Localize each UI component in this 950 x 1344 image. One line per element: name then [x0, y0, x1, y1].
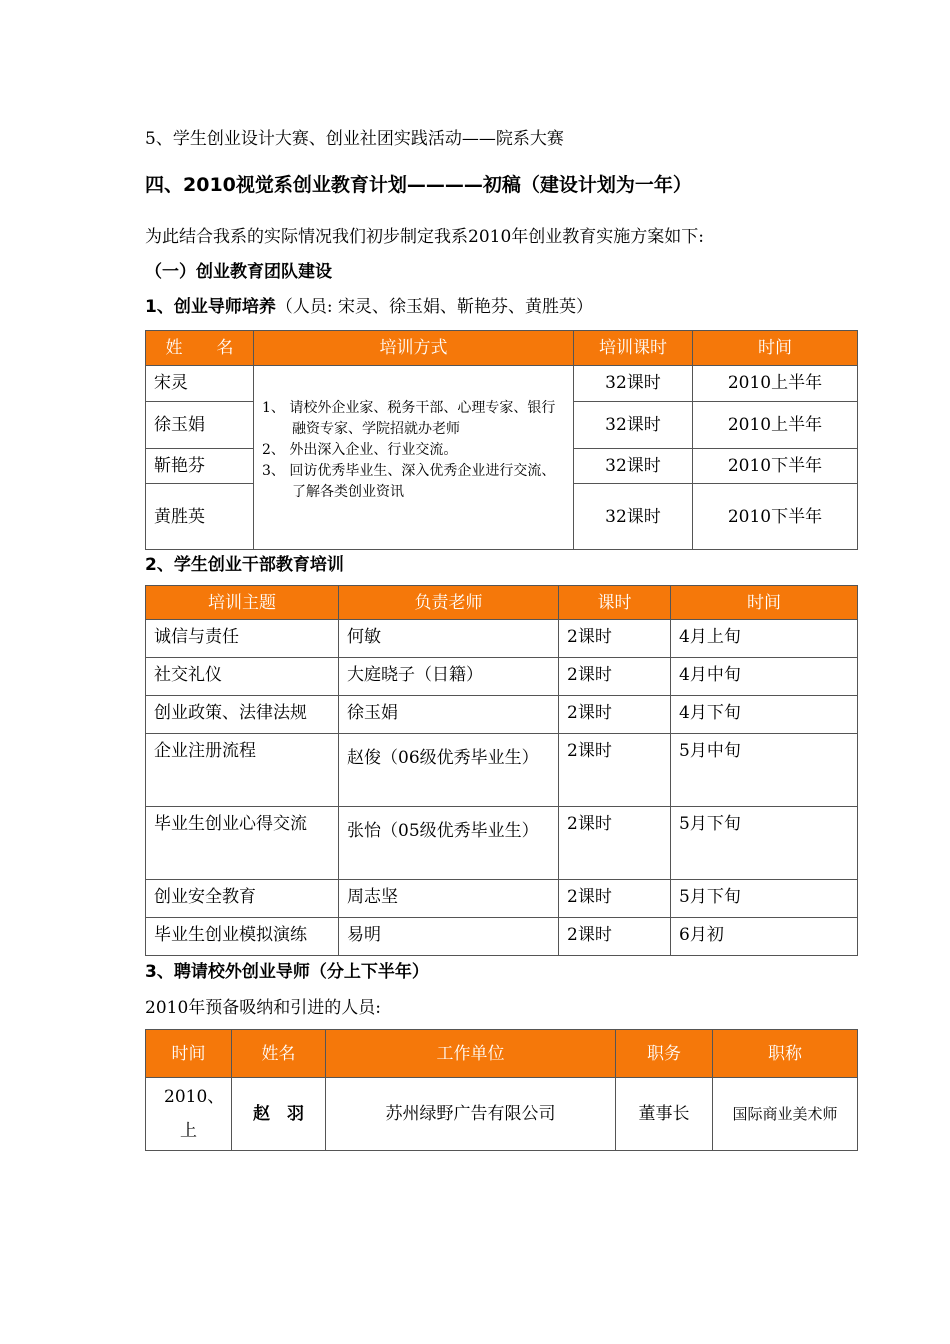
- intro-text: 为此结合我系的实际情况我们初步制定我系2010年创业教育实施方案如下:: [145, 227, 704, 247]
- mentor-hours: 32课时: [574, 366, 693, 402]
- cadre-teacher: 周志坚: [339, 880, 559, 918]
- mentor-methods: [254, 366, 574, 550]
- external-heading: 3、聘请校外创业导师（分上下半年）: [145, 962, 429, 982]
- cadre-header-teacher: 负责老师: [339, 586, 559, 620]
- external-unit: 苏州绿野广告有限公司: [326, 1078, 616, 1151]
- cadre-time: 4月上旬: [671, 620, 858, 658]
- mentor-time: 2010上半年: [693, 366, 858, 402]
- table-row: [146, 658, 858, 696]
- external-table: [145, 1029, 858, 1151]
- cadre-time: 5月下旬: [671, 807, 858, 880]
- table-row: [146, 807, 858, 880]
- cadre-teacher: 大庭晓子（日籍）: [339, 658, 559, 696]
- table-row: [146, 880, 858, 918]
- cadre-hours: 2课时: [559, 620, 671, 658]
- external-header-position: 职务: [616, 1030, 713, 1078]
- table-row: [146, 696, 858, 734]
- mentor-header-hours: 培训课时: [574, 331, 693, 366]
- table-row: [146, 918, 858, 956]
- external-title: 国际商业美术师: [713, 1078, 858, 1151]
- table-row: [146, 1078, 858, 1151]
- mentor-header-time: 时间: [693, 331, 858, 366]
- mentor-name: 宋灵: [146, 366, 254, 402]
- mentor-name: 黄胜英: [146, 484, 254, 550]
- method-item: 2、 外出深入企业、行业交流。: [262, 442, 458, 458]
- cadre-time: 5月中旬: [671, 734, 858, 807]
- cadre-teacher: 徐玉娟: [339, 696, 559, 734]
- cadre-time: 4月中旬: [671, 658, 858, 696]
- cadre-hours: 2课时: [559, 918, 671, 956]
- external-time: 2010、上: [146, 1078, 232, 1151]
- mentor-header-name: 姓 名: [146, 331, 254, 366]
- cadre-hours: 2课时: [559, 696, 671, 734]
- mentor-heading-rest: （人员: 宋灵、徐玉娟、靳艳芬、黄胜英）: [275, 297, 593, 317]
- external-position: 董事长: [616, 1078, 713, 1151]
- method-item: 1、 请校外企业家、税务干部、心理专家、银行融资专家、学院招就办老师: [262, 400, 556, 437]
- cadre-teacher: 张怡（05级优秀毕业生）: [339, 807, 559, 880]
- mentor-heading-bold: 1、创业导师培养: [145, 297, 276, 317]
- cadre-hours: 2课时: [559, 734, 671, 807]
- mentor-time: 2010上半年: [693, 402, 858, 449]
- cadre-topic: 毕业生创业心得交流: [146, 807, 339, 880]
- cadre-hours: 2课时: [559, 658, 671, 696]
- table-row: [146, 620, 858, 658]
- cadre-header-topic: 培训主题: [146, 586, 339, 620]
- mentor-heading: [145, 296, 593, 318]
- external-header-time: 时间: [146, 1030, 232, 1078]
- cadre-hours: 2课时: [559, 807, 671, 880]
- external-header-title: 职称: [713, 1030, 858, 1078]
- mentor-header-method: 培训方式: [254, 331, 574, 366]
- cadre-topic: 创业安全教育: [146, 880, 339, 918]
- cadre-topic: 企业注册流程: [146, 734, 339, 807]
- method-item: 3、 回访优秀毕业生、深入优秀企业进行交流、了解各类创业资讯: [262, 463, 556, 500]
- cadre-teacher: 赵俊（06级优秀毕业生）: [339, 734, 559, 807]
- table-row: [146, 366, 858, 402]
- cadre-heading: 2、学生创业干部教育培训: [145, 555, 344, 575]
- cadre-teacher: 易明: [339, 918, 559, 956]
- cadre-table: [145, 585, 858, 956]
- mentor-hours: 32课时: [574, 449, 693, 484]
- cadre-topic: 毕业生创业模拟演练: [146, 918, 339, 956]
- mentor-hours: 32课时: [574, 402, 693, 449]
- cadre-time: 6月初: [671, 918, 858, 956]
- subsection-team-building: （一）创业教育团队建设: [145, 262, 332, 282]
- external-header-unit: 工作单位: [326, 1030, 616, 1078]
- cadre-hours: 2课时: [559, 880, 671, 918]
- cadre-time: 4月下旬: [671, 696, 858, 734]
- table-row: [146, 734, 858, 807]
- cadre-topic: 社交礼仪: [146, 658, 339, 696]
- mentor-name: 靳艳芬: [146, 449, 254, 484]
- mentor-hours: 32课时: [574, 484, 693, 550]
- mentor-time: 2010下半年: [693, 449, 858, 484]
- cadre-teacher: 何敏: [339, 620, 559, 658]
- cadre-topic: 创业政策、法律法规: [146, 696, 339, 734]
- external-header-name: 姓名: [232, 1030, 326, 1078]
- cadre-header-time: 时间: [671, 586, 858, 620]
- cadre-topic: 诚信与责任: [146, 620, 339, 658]
- cadre-header-hours: 课时: [559, 586, 671, 620]
- section-4-title: 四、2010视觉系创业教育计划————初稿（建设计划为一年）: [145, 174, 692, 196]
- item-5: 5、学生创业设计大赛、创业社团实践活动——院系大赛: [145, 129, 564, 149]
- external-name: 赵 羽: [232, 1078, 326, 1151]
- mentor-time: 2010下半年: [693, 484, 858, 550]
- mentor-table: [145, 330, 858, 550]
- mentor-name: 徐玉娟: [146, 402, 254, 449]
- external-intro: 2010年预备吸纳和引进的人员:: [145, 998, 381, 1018]
- cadre-time: 5月下旬: [671, 880, 858, 918]
